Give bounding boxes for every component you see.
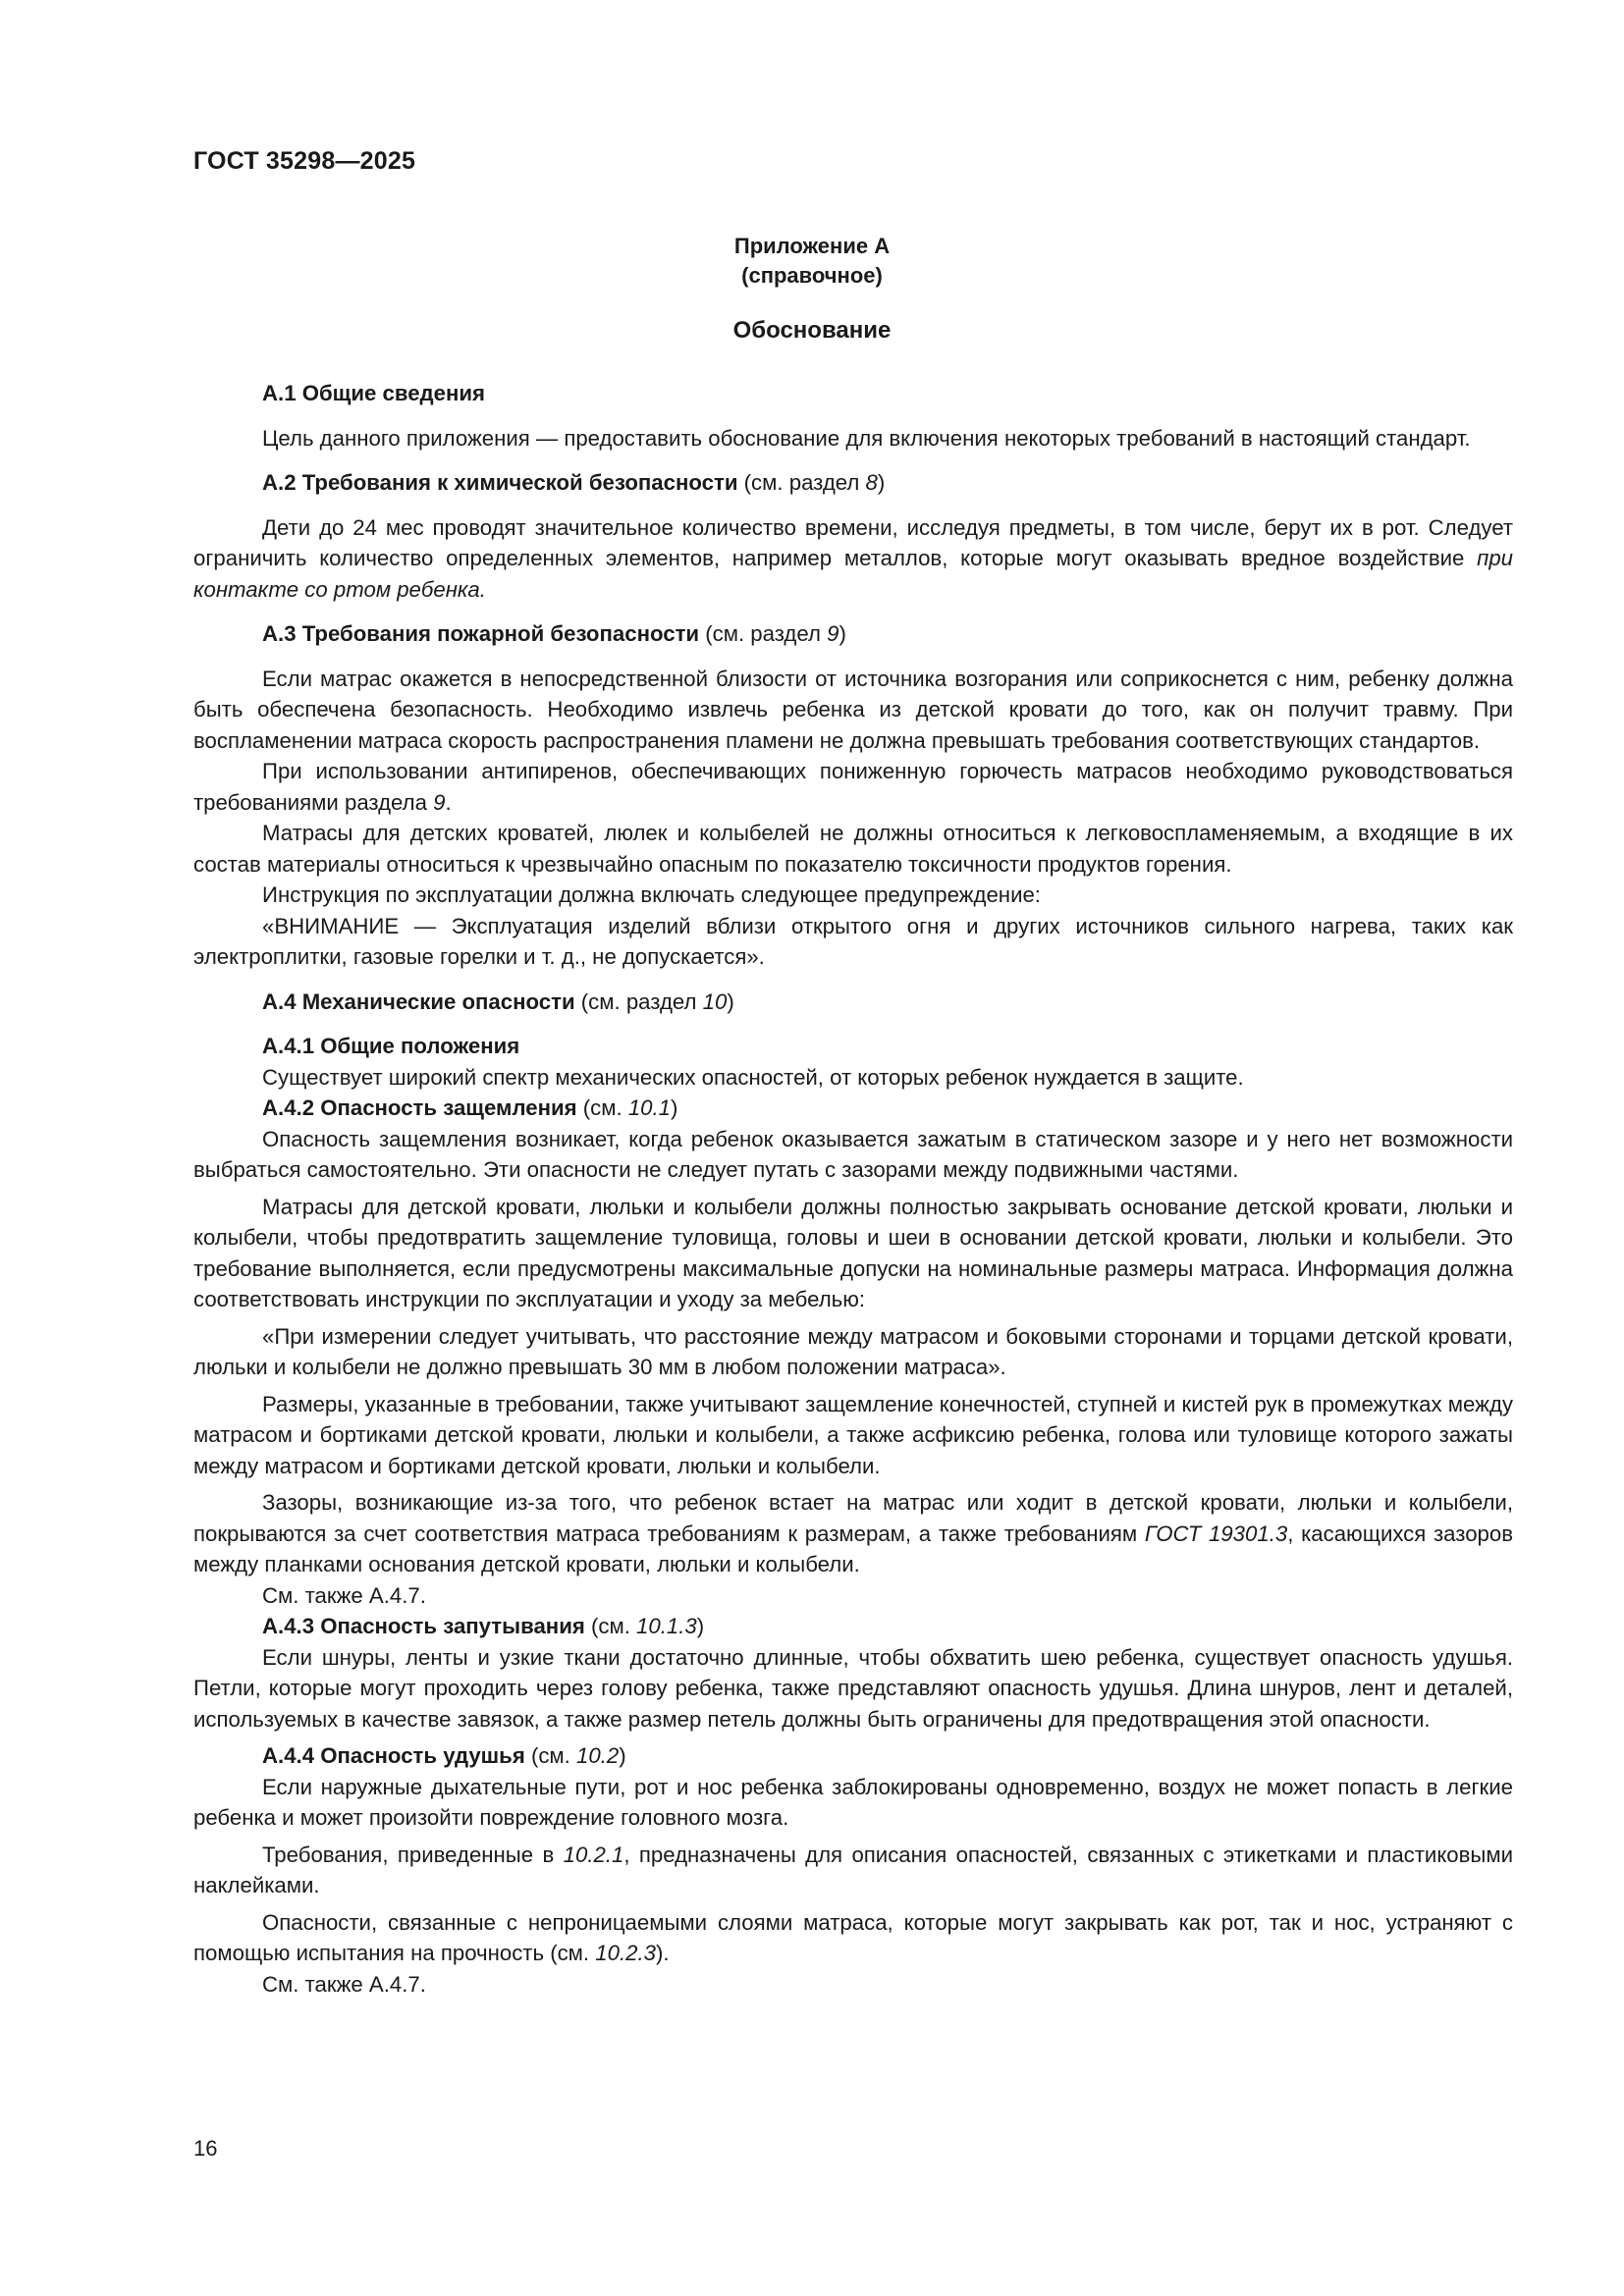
section-a42-paragraph-1: Опасность защемления возникает, когда ребенок оказывается зажатым в статическом зазоре и у него нет возможности выбраться самостоятельно. Эти опасности не следует путать с зазорами между подвижными частями.	[193, 1126, 1513, 1182]
section-a1-paragraph: Цель данного приложения — предоставить обоснование для включения некоторых требований в настоящий стандарт.	[262, 425, 1471, 451]
section-a2-paragraph: Дети до 24 мес проводят значительное количество времени, исследуя предметы, в том числе, берут их в рот. Следует ограничить количество определенных элементов, например металлов, которые могут оказывать вредное воздействие при контакте со ртом ребенка.	[193, 514, 1513, 602]
section-a1-title: А.1 Общие сведения	[262, 381, 485, 405]
section-a3-paragraph-2: При использовании антипиренов, обеспечивающих пониженную горючесть матрасов необходимо руководствоваться требованиями раздела 9.	[193, 759, 1513, 815]
document-body	[193, 378, 1513, 2000]
section-a44-paragraph-1: Если наружные дыхательные пути, рот и нос ребенка заблокированы одновременно, воздух не может попасть в легкие ребенка и может произойти повреждение головного мозга.	[193, 1774, 1513, 1830]
section-a3-paragraph-4: Инструкция по эксплуатации должна включать следующее предупреждение:	[262, 882, 1041, 907]
section-a42-title: А.4.2 Опасность защемления (см. 10.1)	[262, 1095, 678, 1120]
section-a44-paragraph-2: Требования, приведенные в 10.2.1, предназначены для описания опасностей, связанных с этикетками и пластиковыми наклейками.	[193, 1842, 1514, 1897]
section-a42-paragraph-5: Зазоры, возникающие из-за того, что ребенок встает на матрас или ходит в детской кровати, люльки и колыбели, покрываются за счет соответствия матраса требованиям к размерам, а также требованиям ГОСТ 19301.3, касающихся зазоров между планками основания детской кровати, люльки и колыбели.	[193, 1490, 1513, 1576]
section-a2-title: А.2 Требования к химической безопасности (см. раздел 8)	[262, 470, 886, 495]
section-a44-see-also: См. также А.4.7.	[262, 1971, 426, 1997]
section-a41-paragraph: Существует широкий спектр механических опасностей, от которых ребенок нуждается в защите.	[262, 1064, 1244, 1090]
section-a4-title: А.4 Механические опасности (см. раздел 10)	[262, 988, 734, 1014]
section-a3-paragraph-1: Если матрас окажется в непосредственной близости от источника возгорания или соприкоснется с ним, ребенку должна быть обеспечена безопасность. Необходимо извлечь ребенка из детской кровати до того, как он получит травму. При воспламенении матраса скорость распространения пламени не должна превышать требования соответствующих стандартов.	[193, 666, 1513, 753]
annex-header	[0, 232, 1624, 291]
section-a43-title: А.4.3 Опасность запутывания (см. 10.1.3)	[262, 1614, 705, 1638]
section-a3-paragraph-3: Матрасы для детских кроватей, люлек и колыбелей не должны относиться к легковоспламеняемым, а входящие в их состав материалы относиться к чрезвычайно опасным по показателю токсичности продуктов горения.	[193, 821, 1513, 877]
section-a43-paragraph: Если шнуры, ленты и узкие ткани достаточно длинные, чтобы обхватить шею ребенка, существует опасность удушья. Петли, которые могут проходить через голову ребенка, также представляют опасность удушья. Длина шнуров, лент и деталей, используемых в качестве завязок, а также размер петель должны быть ограничены для предотвращения этой опасности.	[193, 1644, 1513, 1732]
section-a3-title: А.3 Требования пожарной безопасности (см. раздел 9)	[262, 621, 846, 646]
annex-heading: Обоснование	[732, 317, 892, 344]
section-a42-see-also: См. также А.4.7.	[262, 1582, 426, 1608]
section-a42-paragraph-4: Размеры, указанные в требовании, также учитывают защемление конечностей, ступней и кистей рук в промежутках между матрасом и бортиками детской кровати, люльки и колыбели, а также асфиксию ребенка, голова или туловище которого зажаты между матрасом и бортиками детской кровати, люльки и колыбели.	[193, 1391, 1513, 1478]
annex-title: Приложение А	[733, 234, 891, 258]
section-a3-warning: «ВНИМАНИЕ — Эксплуатация изделий вблизи открытого огня и других источников сильного нагрева, таких как электроплитки, газовые горелки и т. д., не допускается».	[193, 913, 1513, 969]
section-a42-paragraph-2: Матрасы для детской кровати, люльки и колыбели должны полностью закрывать основание детской кровати, люльки и колыбели, чтобы предотвратить защемление туловища, головы и шеи в основании детской кровати, люльки и колыбели. Это требование выполняется, если предусмотрены максимальные допуски на номинальные размеры матраса. Информация должна соответствовать инструкции по эксплуатации и уходу за мебелью:	[193, 1194, 1513, 1311]
page-number: 16	[193, 2136, 218, 2161]
section-a41-title: А.4.1 Общие положения	[262, 1034, 520, 1058]
annex-type: (справочное)	[741, 263, 883, 288]
section-a42-paragraph-3: «При измерении следует учитывать, что расстояние между матрасом и боковыми сторонами и торцами детской кровати, люльки и колыбели не должно превышать 30 мм в любом положении матраса».	[193, 1323, 1513, 1379]
section-a44-title: А.4.4 Опасность удушья (см. 10.2)	[262, 1743, 626, 1768]
document-code: ГОСТ 35298—2025	[193, 147, 416, 175]
section-a44-paragraph-3: Опасности, связанные с непроницаемыми слоями матраса, которые могут закрывать как рот, так и нос, устраняют с помощью испытания на прочность (см. 10.2.3).	[193, 1909, 1513, 1965]
